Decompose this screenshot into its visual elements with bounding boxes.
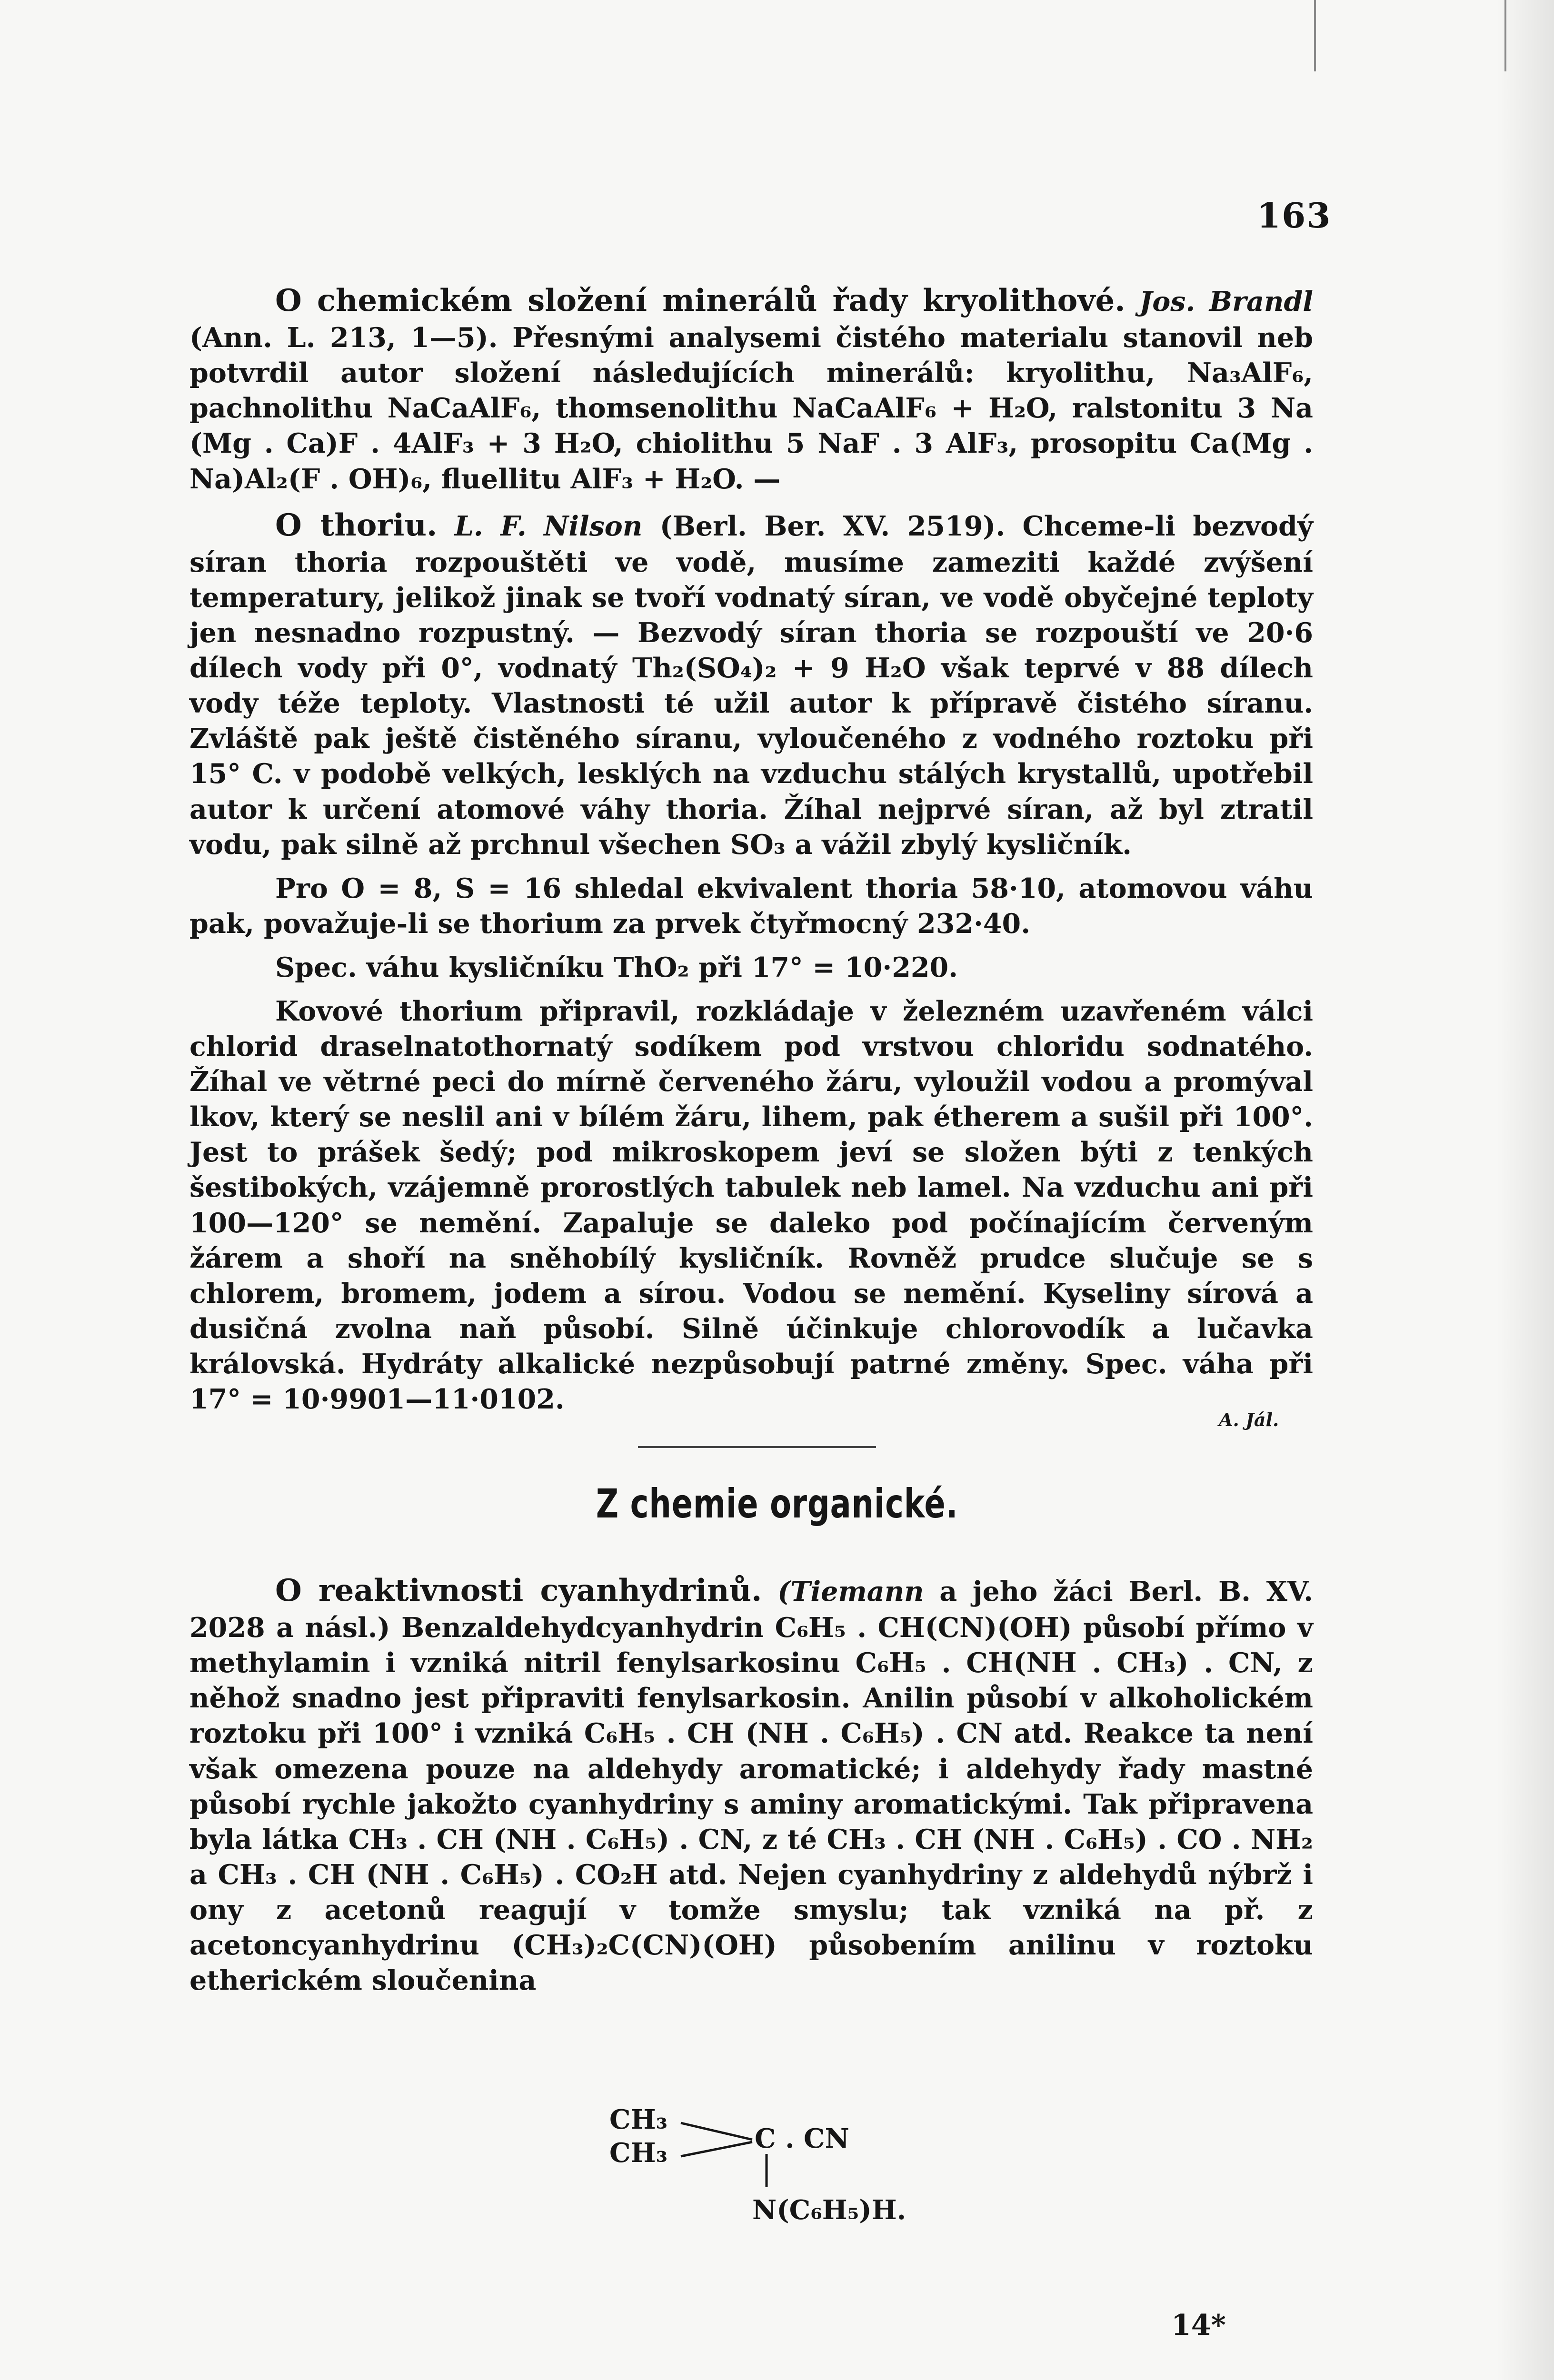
cryolite-paragraph (189, 281, 1313, 497)
upper-text-block (189, 281, 1313, 1426)
thorium-paragraph-1 (189, 506, 1313, 863)
sheet-signature: 14* (1171, 2309, 1226, 2342)
lower-text-block (189, 1571, 1313, 2007)
cyanhydrin-title: O reaktivnosti cyanhydrinů. (275, 1573, 762, 1608)
thorium-text-1: (Berl. Ber. XV. 2519). Chceme-li bezvodý síran thoria rozpouštěti ve vodě, musíme zameziti každé zvýšení temperatury, jelikož jinak se tvoří vodnatý síran, ve vodě obyčejné teploty jen nesnadno rozpustný. — Bezvodý síran thoria se rozpouští ve 20·6 dílech vody při 0°, vodnatý Th₂(SO₄)₂ + 9 H₂O však teprvé v 88 dílech vody téže teploty. Vlastnosti té užil autor k přípravě čistého síranu. Zvláště pak ještě čistěného síranu, vyloučeného z vodného roztoku při 15° C. v podobě velkých, lesklých na vzduchu stálých krystallů, upotřebil autor k určení atomové váhy thoria. Žíhal nejprvé síran, až byl ztratil vodu, pak silně až prchnul všechen SO₃ a vážil zbylý kysličník. (189, 510, 1313, 861)
section-heading: Z chemie organické. (596, 1480, 958, 1527)
author-initials: A. Jál. (1219, 1409, 1279, 1430)
cryolite-author: Jos. Brandl (1139, 286, 1313, 317)
cyanhydrin-author: (Tiemann (777, 1576, 924, 1607)
cryolite-title: O chemickém složení minerálů řady kryolithové. (275, 283, 1126, 318)
thorium-paragraph-2: Pro O = 8, S = 16 shledal ekvivalent thoria 58·10, atomovou váhu pak, považuje-li se thorium za prvek čtyřmocný 232·40. (189, 872, 1313, 940)
formula-center: C . CN (755, 2123, 849, 2154)
scan-mark (1314, 0, 1316, 71)
methyl-top: CH₃ (609, 2104, 668, 2135)
thorium-paragraph-3: Spec. váhu kysličníku ThO₂ při 17° = 10·220. (275, 951, 958, 983)
thorium-paragraph-4: Kovové thorium připravil, rozkládaje v železném uzavřeném válci chlorid draselnatothornatý sodíkem pod vrstvou chloridu sodnatého. Žíhal ve větrné peci do mírně červeného žáru, vyloužil vodou a promýval lkov, který se neslil ani v bílém žáru, lihem, pak étherem a sušil při 100°. Jest to prášek šedý; pod mikroskopem jeví se složen býti z tenkých šestibokých, vzájemně prorostlých tabulek neb lamel. Na vzduchu ani při 100—120° se nemění. Zapaluje se daleko pod počínajícím červeným žárem a shoří na sněhobílý kysličník. Rovněž prudce slučuje se s chlorem, bromem, jodem a sírou. Vodou se nemění. Kyseliny sírová a dusičná zvolna naň působí. Silně účinkuje chlorovodík a lučavka královská. Hydráty alkalické nezpůsobují patrné změny. Spec. váha při 17° = 10·9901—11·0102. (189, 995, 1313, 1415)
formula-substituent: N(C₆H₅)H. (752, 2194, 906, 2226)
cyanhydrin-text: a jeho žáci Berl. B. XV. 2028 a násl.) Benzaldehydcyanhydrin C₆H₅ . CH(CN)(OH) působí přímo v methylamin i vzniká nitril fenylsarkosinu C₆H₅ . CH(NH . CH₃) . CN, z něhož snadno jest připraviti fenylsarkosin. Anilin působí v alkoholickém roztoku při 100° i vzniká C₆H₅ . CH (NH . C₆H₅) . CN atd. Reakce ta není však omezena pouze na aldehydy aromatické; i aldehydy řady mastné působí rychle jakožto cyanhydriny s aminy aromatickými. Tak připravena byla látka CH₃ . CH (NH . C₆H₅) . CN, z té CH₃ . CH (NH . C₆H₅) . CO . NH₂ a CH₃ . CH (NH . C₆H₅) . CO₂H atd. Nejen cyanhydriny z aldehydů nýbrž i ony z acetonů reagují v tomže smyslu; tak vzniká na př. z acetoncyanhydrinu (CH₃)₂C(CN)(OH) působením anilinu v roztoku etherickém sloučenina (189, 1576, 1313, 1997)
page-edge-shadow (1497, 0, 1554, 2380)
thorium-author: L. F. Nilson (454, 510, 643, 542)
thorium-title: O thoriu. (275, 507, 438, 543)
page-number: 163 (1257, 195, 1332, 236)
cyanhydrin-paragraph (189, 1571, 1313, 1998)
scan-mark (1504, 0, 1506, 71)
section-divider (638, 1446, 876, 1448)
cryolite-text: (Ann. L. 213, 1—5). Přesnými analysemi čistého materialu stanovil neb potvrdil autor složení následujících minerálů: kryolithu, Na₃AlF₆, pachnolithu NaCaAlF₆, thomsenolithu NaCaAlF₆ + H₂O, ralstonitu 3 Na (Mg . Ca)F . 4AlF₃ + 3 H₂O, chiolithu 5 NaF . 3 AlF₃, prosopitu Ca(Mg . Na)Al₂(F . OH)₆, fluellitu AlF₃ + H₂O. — (189, 322, 1313, 495)
methyl-bottom: CH₃ (609, 2137, 668, 2169)
